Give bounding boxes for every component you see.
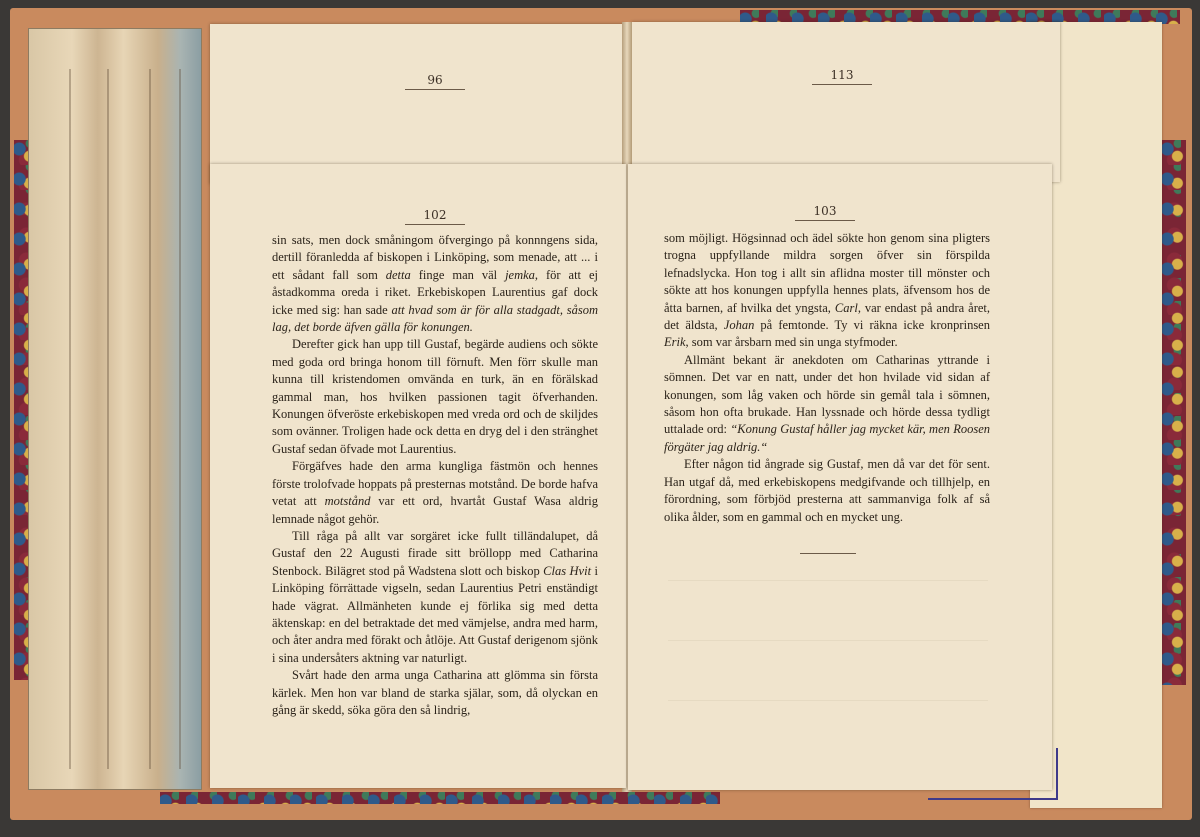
back-right-page-number: 113 — [812, 68, 872, 85]
paragraph: som möjligt. Högsinnad och ädel sökte hon genom sina pligters trogna uppfyllande mildra sorgen öfver sin förspilda lefnadslycka. Hon tog i allt sin aflidna moster till mönster och sökte att hos konungen uppfylla hennes plats, äfvensom hos de åtta barnen, af hvilka det yngsta, Carl, var endast på andra året, det äldsta, Johan på femtonde. Ty vi räkna icke kronprinsen Erik, som var årsbarn med sin unga styfmoder. — [664, 231, 990, 350]
paragraph: Allmänt bekant är anekdoten om Catharinas yttrande i sömnen. Det var en natt, under det hon hvilade vid sidan af konungen, som låg vaken och hörde sin gemål tala i sömnen, såsom hon ofta brukade. Han lyssnade och hörde dessa tydligt uttalade ord: “Konung Gustaf håller jag mycket kär, men Roosen förgäter jag aldrig.“ — [664, 352, 990, 454]
paragraph: Förgäfves hade den arma kungliga fästmön och hennes förste trolofvade hoppats på presternas motstånd. De borde hafva vetat att motstånd var ett ord, hvartåt Gustaf Wasa aldrig lemnade något gehör. — [272, 459, 598, 526]
back-left-page-number: 96 — [405, 73, 465, 90]
blue-pencil-mark — [928, 748, 1058, 800]
back-page-right — [632, 22, 1060, 182]
right-page-text — [664, 230, 990, 526]
paragraph: Derefter gick han upp till Gustaf, begärde audiens och sökte med goda ord bringa honom till förnuft. Men förr skulle man kunna till kristendomen omvända en turk, än en förälskad gammal man, hos hvilken passionen tagit öfverhanden. Konungen öfveröste erkebiskopen med vreda ord och de skiljdes som ovänner. Troligen hade ock detta en dryg del i den stränghet Gustaf sedan öfvade mot Laurentius. — [272, 337, 598, 456]
show-through-line — [668, 580, 988, 581]
page-stack-edge — [28, 28, 202, 790]
show-through-line — [668, 640, 988, 641]
left-page-number: 102 — [405, 208, 465, 225]
paragraph: Svårt hade den arma unga Catharina att glömma sin första kärlek. Men hon var bland de starka själar, som, då olyckan en gång är skedd, söka göra den så lindrig, — [272, 668, 598, 717]
back-page-left — [210, 24, 626, 184]
marbled-endpaper-right — [1162, 140, 1186, 685]
paragraph: Till råga på allt var sorgäret icke fullt tilländalupet, då Gustaf den 22 Augusti firade sitt bröllopp med Catharina Stenbock. Bilägret stod på Wadstena slott och biskop Clas Hvit i Linköping förrättade vigseln, sedan Laurentius Petri enständigt hade vägrat. Allmänheten kunde ej förlika sig med detta äktenskap: en del betraktade det med vämjelse, andra med harm, och åter andra med förakt och åtlöje. Att Gustaf derigenom sjönk i sina undersåters aktning var naturligt. — [272, 528, 598, 665]
marbled-endpaper-bottom — [160, 792, 720, 804]
section-divider — [800, 553, 856, 554]
paragraph: sin sats, men dock småningom öfvergingo på konnngens sida, dertill föranledda af biskopen i Linköping, som menade, att ... i ett sådant fall som detta finge man väl jemka, för att ej åstadkomma oreda i riket. Erkebiskopen Laurentius gaf dock icke med sig: han sade att hvad som är för alla stadgadt, såsom lag, det borde äfven gälla för konungen. — [272, 233, 599, 335]
left-page-text — [272, 232, 598, 719]
paragraph: Efter någon tid ångrade sig Gustaf, men då var det för sent. Han utgaf då, med erkebiskopens medgifvande och tillhjelp, en förordning, som förbjöd presterna att sammanviga folk af så olika ålder, som en gammal och en mycket ung. — [664, 457, 990, 524]
right-page-number: 103 — [795, 204, 855, 221]
show-through-line — [668, 700, 988, 701]
